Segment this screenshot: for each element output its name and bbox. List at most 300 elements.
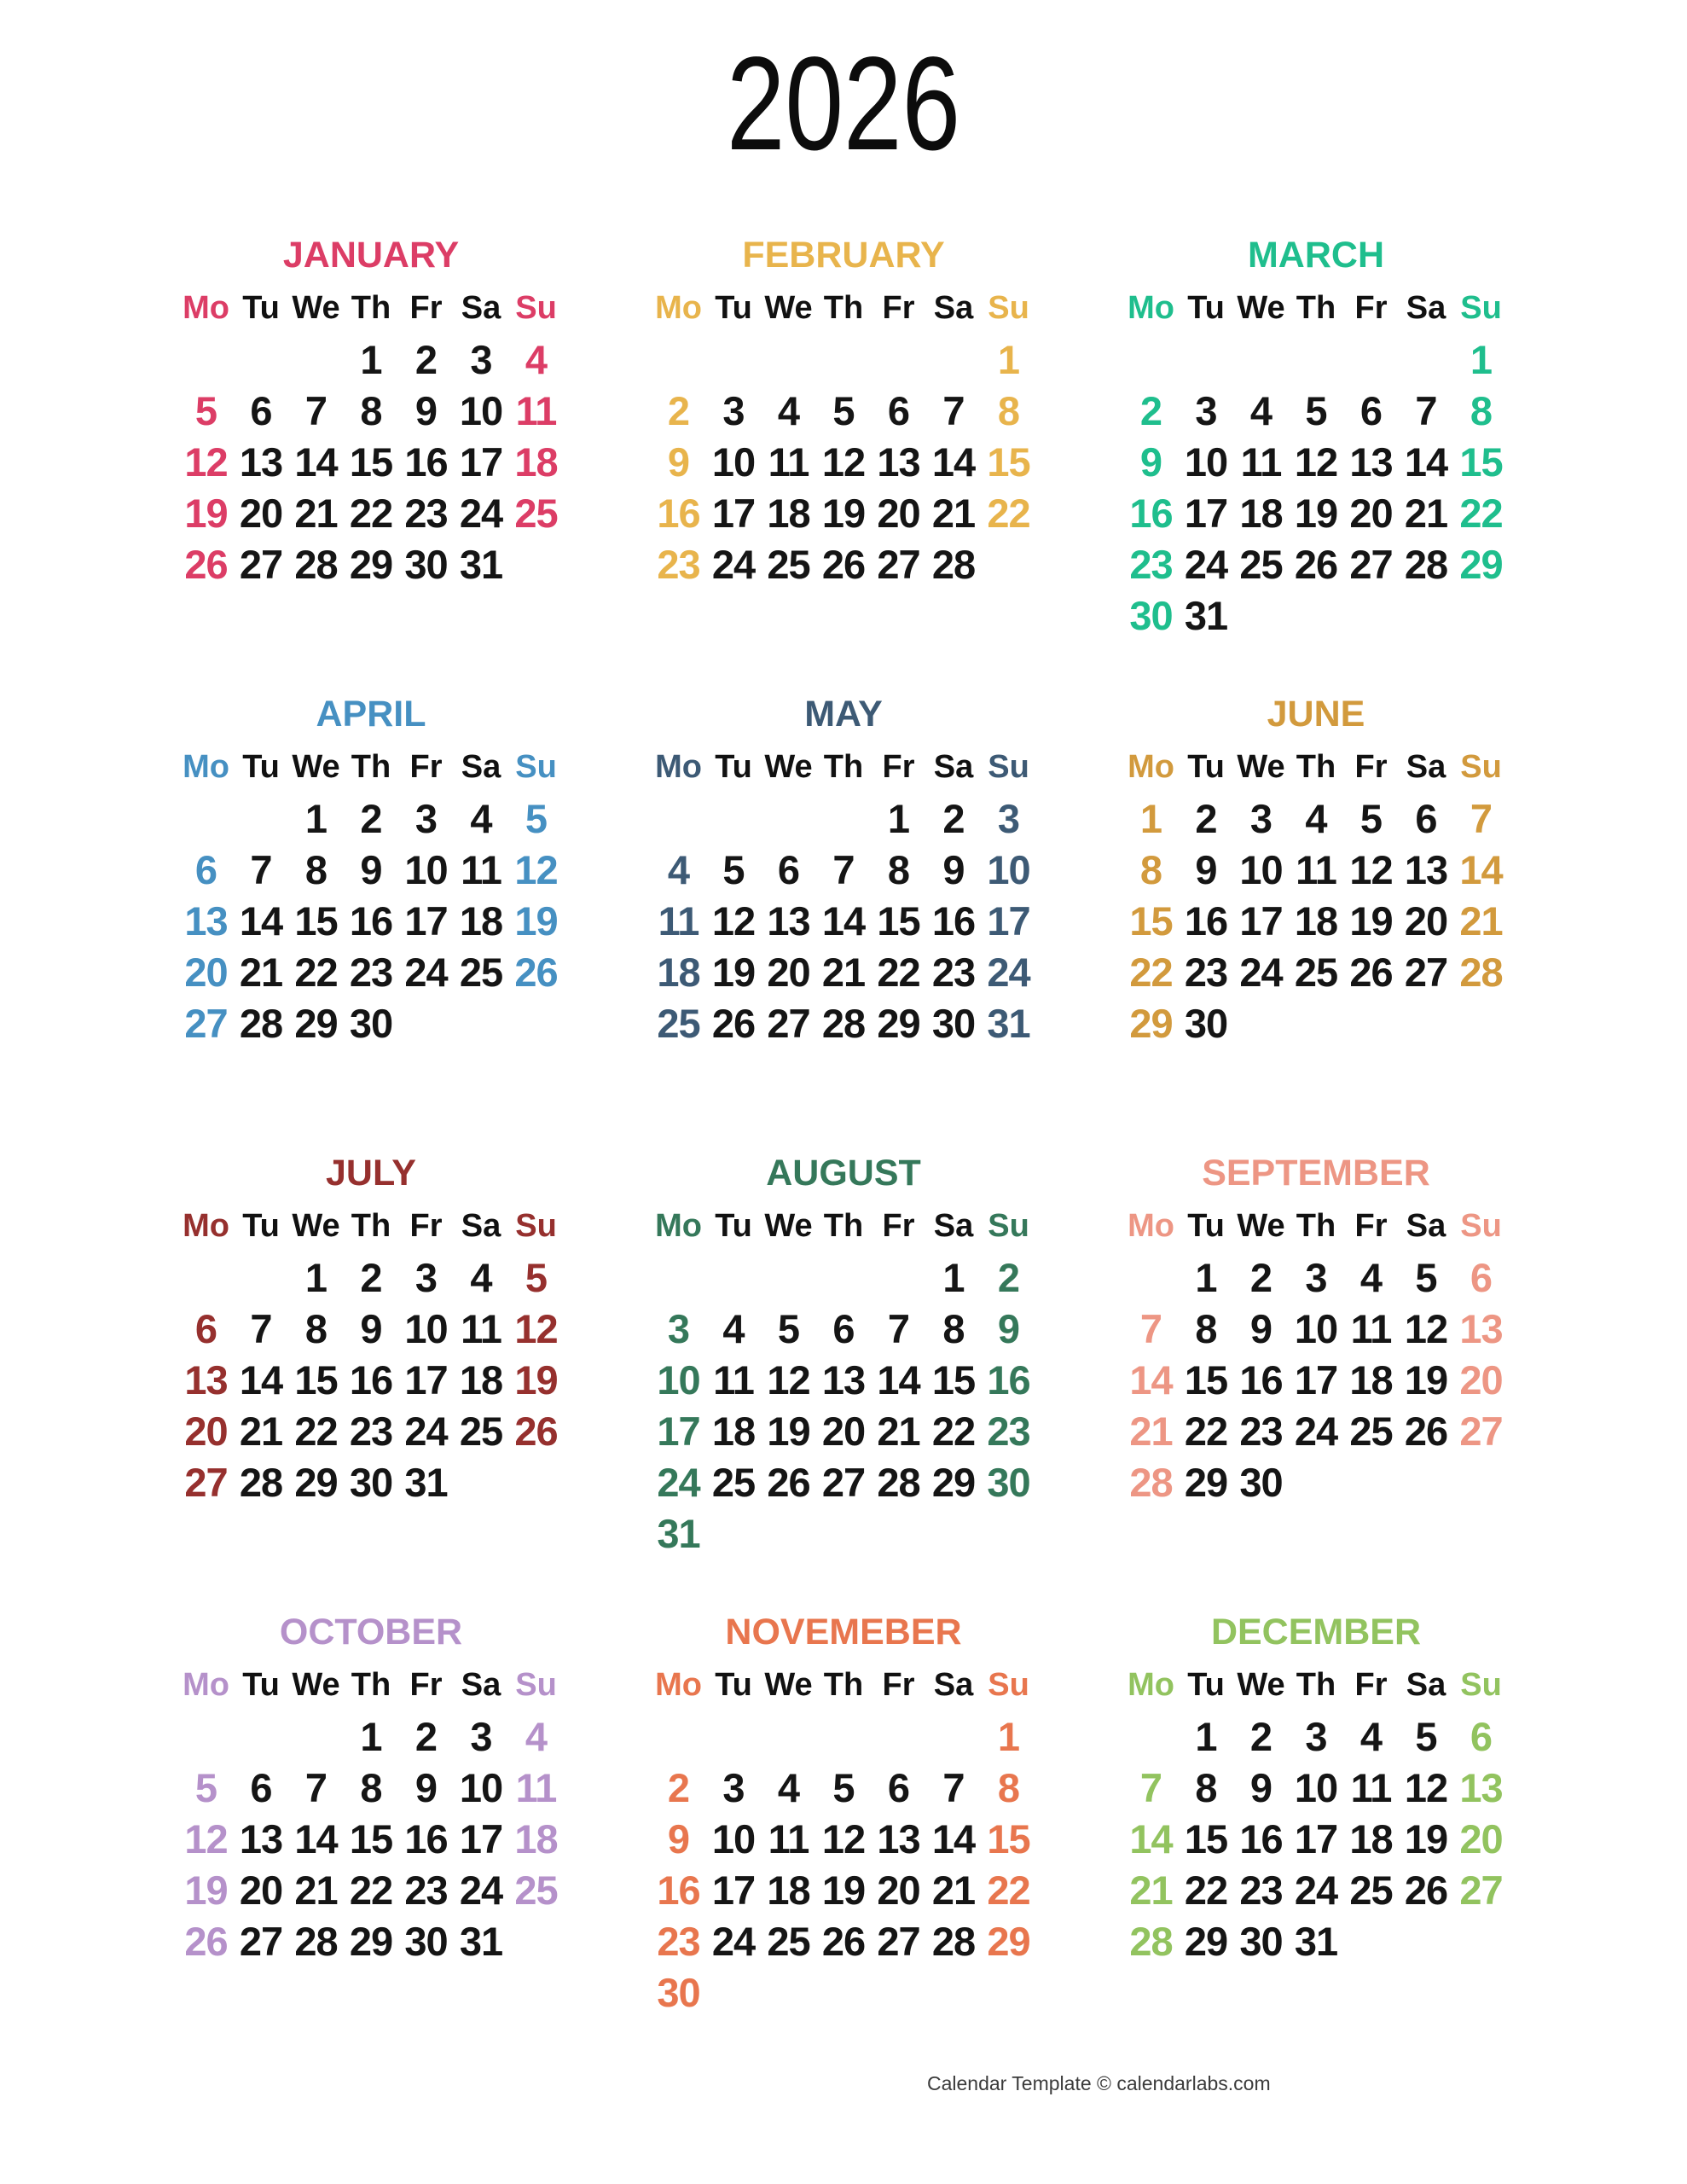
day-cell: 20 — [1459, 1356, 1503, 1403]
day-cell: 23 — [404, 1867, 448, 1913]
day-cell: 12 — [184, 1815, 228, 1862]
weekday-header-tu: Tu — [715, 1207, 752, 1244]
day-cell: 7 — [250, 846, 272, 892]
day-cell: 6 — [887, 387, 910, 433]
day-cell: 20 — [1459, 1815, 1503, 1862]
day-cell: 26 — [821, 1918, 866, 1964]
day-cell: 8 — [887, 846, 910, 892]
day-cell: 28 — [294, 541, 338, 587]
day-cell: 10 — [1184, 439, 1228, 485]
day-cell: 5 — [194, 1764, 217, 1810]
day-cell: 4 — [1359, 1713, 1383, 1759]
day-cell: 12 — [1349, 846, 1393, 892]
day-cell: 25 — [1349, 1867, 1393, 1913]
day-cell: 4 — [1249, 387, 1272, 433]
day-cell: 30 — [1239, 1918, 1283, 1964]
day-cell: 29 — [294, 1459, 338, 1505]
day-cell: 21 — [294, 490, 338, 536]
day-cell: 6 — [777, 846, 800, 892]
day-cell: 7 — [250, 1305, 272, 1351]
day-cell: 20 — [877, 1867, 920, 1913]
empty-day-cell — [1233, 590, 1289, 641]
day-cell: 27 — [767, 1000, 810, 1046]
weekday-header-th: Th — [1296, 289, 1336, 326]
weekday-header-su: Su — [1460, 748, 1502, 785]
day-cell: 6 — [194, 846, 217, 892]
weekday-header-mo: Mo — [1128, 748, 1174, 785]
month-grid — [178, 282, 564, 590]
day-cell: 1 — [997, 336, 1020, 382]
day-cell: 6 — [250, 387, 272, 433]
empty-day-cell — [1399, 590, 1454, 641]
weekday-header-th: Th — [1296, 1207, 1336, 1244]
day-cell: 12 — [1404, 1764, 1448, 1810]
month-novemeber — [651, 1614, 1036, 2073]
day-cell: 1 — [1470, 336, 1493, 382]
day-cell: 24 — [657, 1459, 700, 1505]
empty-day-cell — [1453, 997, 1509, 1048]
day-cell: 9 — [667, 1815, 690, 1862]
day-cell: 2 — [1249, 1254, 1272, 1300]
day-cell: 24 — [404, 1408, 448, 1454]
empty-day-cell — [178, 334, 234, 385]
day-cell: 14 — [1459, 846, 1503, 892]
weekday-header-th: Th — [1296, 1666, 1336, 1703]
day-cell: 3 — [415, 795, 438, 841]
day-cell: 27 — [877, 1918, 920, 1964]
month-title: AUGUST — [766, 1153, 921, 1194]
day-cell: 18 — [711, 1408, 756, 1454]
day-cell: 6 — [1359, 387, 1383, 433]
day-cell: 6 — [887, 1764, 910, 1810]
day-cell: 16 — [1239, 1356, 1283, 1403]
months-grid — [0, 237, 1687, 2073]
day-cell: 30 — [404, 541, 448, 587]
day-cell: 12 — [711, 897, 756, 944]
empty-day-cell — [926, 1966, 982, 2018]
day-cell: 31 — [459, 1918, 503, 1964]
month-december — [1123, 1614, 1509, 2073]
day-cell: 26 — [1404, 1867, 1448, 1913]
month-title: OCTOBER — [279, 1612, 463, 1653]
weekday-header-tu: Tu — [715, 289, 752, 326]
day-cell: 12 — [1294, 439, 1338, 485]
month-april — [178, 696, 564, 1155]
day-cell: 14 — [931, 439, 976, 485]
empty-day-cell — [816, 1711, 872, 1762]
day-cell: 21 — [239, 1408, 283, 1454]
day-cell: 12 — [1404, 1305, 1448, 1351]
month-october — [178, 1614, 564, 2073]
weekday-header-fr: Fr — [1354, 1666, 1388, 1703]
day-cell: 31 — [1294, 1918, 1338, 1964]
day-cell: 11 — [1240, 439, 1282, 485]
empty-day-cell — [981, 1507, 1036, 1559]
day-cell: 15 — [987, 1815, 1030, 1862]
empty-day-cell — [508, 538, 564, 590]
day-cell: 24 — [711, 541, 756, 587]
day-cell: 7 — [942, 1764, 965, 1810]
day-cell: 9 — [415, 387, 438, 433]
day-cell: 4 — [525, 1713, 548, 1759]
day-cell: 2 — [942, 795, 965, 841]
day-cell: 11 — [515, 1764, 557, 1810]
day-cell: 26 — [514, 949, 558, 995]
day-cell: 18 — [514, 1815, 558, 1862]
day-cell: 17 — [1239, 897, 1283, 944]
day-cell: 13 — [1459, 1305, 1503, 1351]
day-cell: 4 — [777, 387, 800, 433]
day-cell: 23 — [657, 541, 700, 587]
day-cell: 13 — [821, 1356, 866, 1403]
day-cell: 22 — [877, 949, 920, 995]
day-cell: 10 — [404, 846, 448, 892]
empty-day-cell — [1453, 1915, 1509, 1966]
day-cell: 23 — [987, 1408, 1030, 1454]
day-cell: 7 — [1139, 1764, 1162, 1810]
weekday-header-tu: Tu — [242, 1207, 280, 1244]
day-cell: 7 — [887, 1305, 910, 1351]
day-cell: 30 — [349, 1000, 393, 1046]
weekday-header-su: Su — [1460, 1666, 1502, 1703]
day-cell: 12 — [821, 439, 866, 485]
day-cell: 24 — [1294, 1867, 1338, 1913]
day-cell: 20 — [1404, 897, 1448, 944]
day-cell: 11 — [461, 846, 501, 892]
day-cell: 2 — [360, 1254, 382, 1300]
day-cell: 8 — [942, 1305, 965, 1351]
day-cell: 16 — [987, 1356, 1030, 1403]
day-cell: 5 — [1305, 387, 1327, 433]
weekday-header-mo: Mo — [1128, 1207, 1174, 1244]
day-cell: 17 — [459, 439, 503, 485]
day-cell: 22 — [294, 949, 338, 995]
weekday-header-tu: Tu — [1187, 1666, 1225, 1703]
month-grid — [651, 282, 1036, 590]
weekday-header-we: We — [764, 1207, 813, 1244]
empty-day-cell — [1289, 590, 1344, 641]
month-grid — [651, 1659, 1036, 2018]
day-cell: 9 — [1249, 1764, 1272, 1810]
day-cell: 15 — [931, 1356, 976, 1403]
day-cell: 15 — [877, 897, 920, 944]
weekday-header-tu: Tu — [715, 1666, 752, 1703]
day-cell: 28 — [821, 1000, 866, 1046]
day-cell: 16 — [1129, 490, 1173, 536]
day-cell: 20 — [184, 1408, 228, 1454]
weekday-header-mo: Mo — [183, 748, 229, 785]
day-cell: 19 — [1404, 1815, 1448, 1862]
month-title: JUNE — [1267, 694, 1365, 735]
day-cell: 7 — [1139, 1305, 1162, 1351]
day-cell: 9 — [997, 1305, 1020, 1351]
empty-day-cell — [1453, 1456, 1509, 1507]
weekday-header-mo: Mo — [655, 289, 702, 326]
weekday-header-we: We — [292, 1666, 340, 1703]
empty-day-cell — [816, 1507, 872, 1559]
day-cell: 17 — [1184, 490, 1228, 536]
day-cell: 17 — [657, 1408, 700, 1454]
empty-day-cell — [651, 1252, 706, 1303]
day-cell: 3 — [470, 1713, 492, 1759]
weekday-header-we: We — [1237, 1666, 1285, 1703]
empty-day-cell — [706, 1966, 762, 2018]
day-cell: 8 — [1195, 1764, 1217, 1810]
weekday-header-mo: Mo — [183, 289, 229, 326]
day-cell: 10 — [987, 846, 1030, 892]
weekday-header-fr: Fr — [409, 1666, 443, 1703]
day-cell: 27 — [877, 541, 920, 587]
month-grid — [178, 1659, 564, 1966]
day-cell: 19 — [514, 1356, 558, 1403]
day-cell: 30 — [987, 1459, 1030, 1505]
day-cell: 23 — [1239, 1408, 1283, 1454]
day-cell: 18 — [514, 439, 558, 485]
empty-day-cell — [651, 793, 706, 844]
day-cell: 23 — [931, 949, 976, 995]
month-august — [651, 1155, 1036, 1614]
empty-day-cell — [234, 1711, 289, 1762]
weekday-header-we: We — [1237, 748, 1285, 785]
month-title: JULY — [326, 1153, 416, 1194]
day-cell: 26 — [1294, 541, 1338, 587]
day-cell: 6 — [194, 1305, 217, 1351]
day-cell: 15 — [1129, 897, 1173, 944]
day-cell: 23 — [349, 949, 393, 995]
month-grid — [1123, 282, 1509, 641]
day-cell: 5 — [1415, 1713, 1437, 1759]
empty-day-cell — [816, 1966, 872, 2018]
day-cell: 15 — [1459, 439, 1503, 485]
weekday-header-fr: Fr — [409, 289, 443, 326]
weekday-header-tu: Tu — [242, 1666, 280, 1703]
day-cell: 6 — [1415, 795, 1437, 841]
day-cell: 1 — [887, 795, 910, 841]
day-cell: 28 — [294, 1918, 338, 1964]
day-cell: 2 — [997, 1254, 1020, 1300]
empty-day-cell — [178, 793, 234, 844]
day-cell: 15 — [349, 439, 393, 485]
day-cell: 4 — [1305, 795, 1327, 841]
day-cell: 29 — [349, 1918, 393, 1964]
weekday-header-fr: Fr — [409, 1207, 443, 1244]
day-cell: 27 — [184, 1000, 228, 1046]
empty-day-cell — [761, 334, 816, 385]
day-cell: 7 — [942, 387, 965, 433]
day-cell: 17 — [1294, 1815, 1338, 1862]
day-cell: 18 — [767, 490, 810, 536]
day-cell: 29 — [987, 1918, 1030, 1964]
empty-day-cell — [1123, 1252, 1179, 1303]
weekday-header-mo: Mo — [655, 1207, 702, 1244]
day-cell: 2 — [667, 387, 690, 433]
day-cell: 4 — [777, 1764, 800, 1810]
day-cell: 5 — [525, 1254, 548, 1300]
weekday-header-th: Th — [351, 1207, 391, 1244]
day-cell: 22 — [349, 1867, 393, 1913]
weekday-header-sa: Sa — [933, 289, 974, 326]
empty-day-cell — [871, 1507, 926, 1559]
day-cell: 23 — [1129, 541, 1173, 587]
day-cell: 3 — [722, 1764, 745, 1810]
day-cell: 25 — [767, 541, 810, 587]
month-title: DECEMBER — [1210, 1612, 1422, 1653]
day-cell: 1 — [360, 1713, 382, 1759]
day-cell: 26 — [821, 541, 866, 587]
day-cell: 18 — [1239, 490, 1283, 536]
day-cell: 3 — [722, 387, 745, 433]
day-cell: 14 — [1129, 1815, 1173, 1862]
day-cell: 27 — [821, 1459, 866, 1505]
day-cell: 19 — [821, 490, 866, 536]
day-cell: 14 — [294, 439, 338, 485]
day-cell: 22 — [931, 1408, 976, 1454]
day-cell: 21 — [931, 1867, 976, 1913]
day-cell: 21 — [1459, 897, 1503, 944]
day-cell: 17 — [711, 490, 756, 536]
weekday-header-tu: Tu — [1187, 289, 1225, 326]
empty-day-cell — [871, 1966, 926, 2018]
weekday-header-su: Su — [515, 748, 557, 785]
weekday-header-sa: Sa — [461, 1207, 501, 1244]
empty-day-cell — [178, 1252, 234, 1303]
day-cell: 29 — [931, 1459, 976, 1505]
day-cell: 24 — [711, 1918, 756, 1964]
day-cell: 12 — [767, 1356, 810, 1403]
weekday-header-fr: Fr — [1354, 1207, 1388, 1244]
day-cell: 6 — [832, 1305, 855, 1351]
day-cell: 16 — [404, 439, 448, 485]
day-cell: 28 — [239, 1000, 283, 1046]
day-cell: 28 — [877, 1459, 920, 1505]
empty-day-cell — [651, 1711, 706, 1762]
weekday-header-fr: Fr — [409, 748, 443, 785]
day-cell: 31 — [657, 1510, 700, 1556]
day-cell: 16 — [1239, 1815, 1283, 1862]
empty-day-cell — [234, 334, 289, 385]
day-cell: 22 — [294, 1408, 338, 1454]
day-cell: 19 — [184, 490, 228, 536]
weekday-header-sa: Sa — [461, 1666, 501, 1703]
weekday-header-su: Su — [1460, 1207, 1502, 1244]
month-grid — [1123, 741, 1509, 1048]
day-cell: 20 — [239, 1867, 283, 1913]
day-cell: 8 — [304, 846, 328, 892]
day-cell: 14 — [1404, 439, 1448, 485]
weekday-header-th: Th — [823, 748, 864, 785]
day-cell: 26 — [1349, 949, 1393, 995]
day-cell: 2 — [415, 1713, 438, 1759]
empty-day-cell — [871, 1711, 926, 1762]
day-cell: 21 — [877, 1408, 920, 1454]
day-cell: 7 — [832, 846, 855, 892]
empty-day-cell — [454, 1456, 509, 1507]
day-cell: 13 — [877, 439, 920, 485]
empty-day-cell — [1289, 1456, 1344, 1507]
weekday-header-sa: Sa — [1406, 748, 1446, 785]
day-cell: 24 — [1239, 949, 1283, 995]
day-cell: 28 — [931, 1918, 976, 1964]
day-cell: 7 — [1470, 795, 1493, 841]
day-cell: 20 — [1349, 490, 1393, 536]
day-cell: 1 — [1195, 1254, 1217, 1300]
day-cell: 12 — [821, 1815, 866, 1862]
month-grid — [178, 1200, 564, 1507]
day-cell: 4 — [722, 1305, 745, 1351]
weekday-header-sa: Sa — [461, 289, 501, 326]
day-cell: 18 — [657, 949, 700, 995]
day-cell: 5 — [777, 1305, 800, 1351]
day-cell: 29 — [1129, 1000, 1173, 1046]
empty-day-cell — [1399, 334, 1454, 385]
day-cell: 10 — [711, 439, 756, 485]
weekday-header-mo: Mo — [1128, 289, 1174, 326]
day-cell: 21 — [1129, 1408, 1173, 1454]
month-september — [1123, 1155, 1509, 1614]
day-cell: 5 — [832, 1764, 855, 1810]
day-cell: 17 — [404, 1356, 448, 1403]
empty-day-cell — [1343, 1915, 1399, 1966]
day-cell: 3 — [1305, 1254, 1327, 1300]
weekday-header-tu: Tu — [242, 748, 280, 785]
day-cell: 6 — [250, 1764, 272, 1810]
day-cell: 21 — [239, 949, 283, 995]
empty-day-cell — [706, 1252, 762, 1303]
weekday-header-th: Th — [823, 1666, 864, 1703]
day-cell: 28 — [931, 541, 976, 587]
empty-day-cell — [1289, 997, 1344, 1048]
day-cell: 25 — [1349, 1408, 1393, 1454]
day-cell: 20 — [821, 1408, 866, 1454]
day-cell: 11 — [461, 1305, 501, 1351]
day-cell: 17 — [404, 897, 448, 944]
day-cell: 17 — [987, 897, 1030, 944]
day-cell: 13 — [184, 897, 228, 944]
day-cell: 10 — [1294, 1305, 1338, 1351]
day-cell: 24 — [1184, 541, 1228, 587]
empty-day-cell — [1123, 334, 1179, 385]
day-cell: 22 — [987, 1867, 1030, 1913]
day-cell: 31 — [459, 541, 503, 587]
day-cell: 17 — [1294, 1356, 1338, 1403]
day-cell: 1 — [360, 336, 382, 382]
empty-day-cell — [706, 793, 762, 844]
weekday-header-mo: Mo — [183, 1207, 229, 1244]
day-cell: 13 — [1349, 439, 1393, 485]
day-cell: 25 — [1239, 541, 1283, 587]
day-cell: 9 — [360, 1305, 382, 1351]
weekday-header-tu: Tu — [242, 289, 280, 326]
day-cell: 11 — [713, 1356, 754, 1403]
day-cell: 28 — [1129, 1459, 1173, 1505]
empty-day-cell — [651, 334, 706, 385]
month-title: MARCH — [1247, 235, 1385, 276]
day-cell: 30 — [349, 1459, 393, 1505]
empty-day-cell — [1343, 1456, 1399, 1507]
day-cell: 30 — [1239, 1459, 1283, 1505]
day-cell: 11 — [768, 1815, 809, 1862]
weekday-header-sa: Sa — [933, 1666, 974, 1703]
day-cell: 18 — [767, 1867, 810, 1913]
day-cell: 30 — [404, 1918, 448, 1964]
day-cell: 23 — [1184, 949, 1228, 995]
day-cell: 18 — [1349, 1815, 1393, 1862]
day-cell: 13 — [1459, 1764, 1503, 1810]
empty-day-cell — [1233, 334, 1289, 385]
day-cell: 22 — [987, 490, 1030, 536]
empty-day-cell — [816, 793, 872, 844]
day-cell: 21 — [931, 490, 976, 536]
